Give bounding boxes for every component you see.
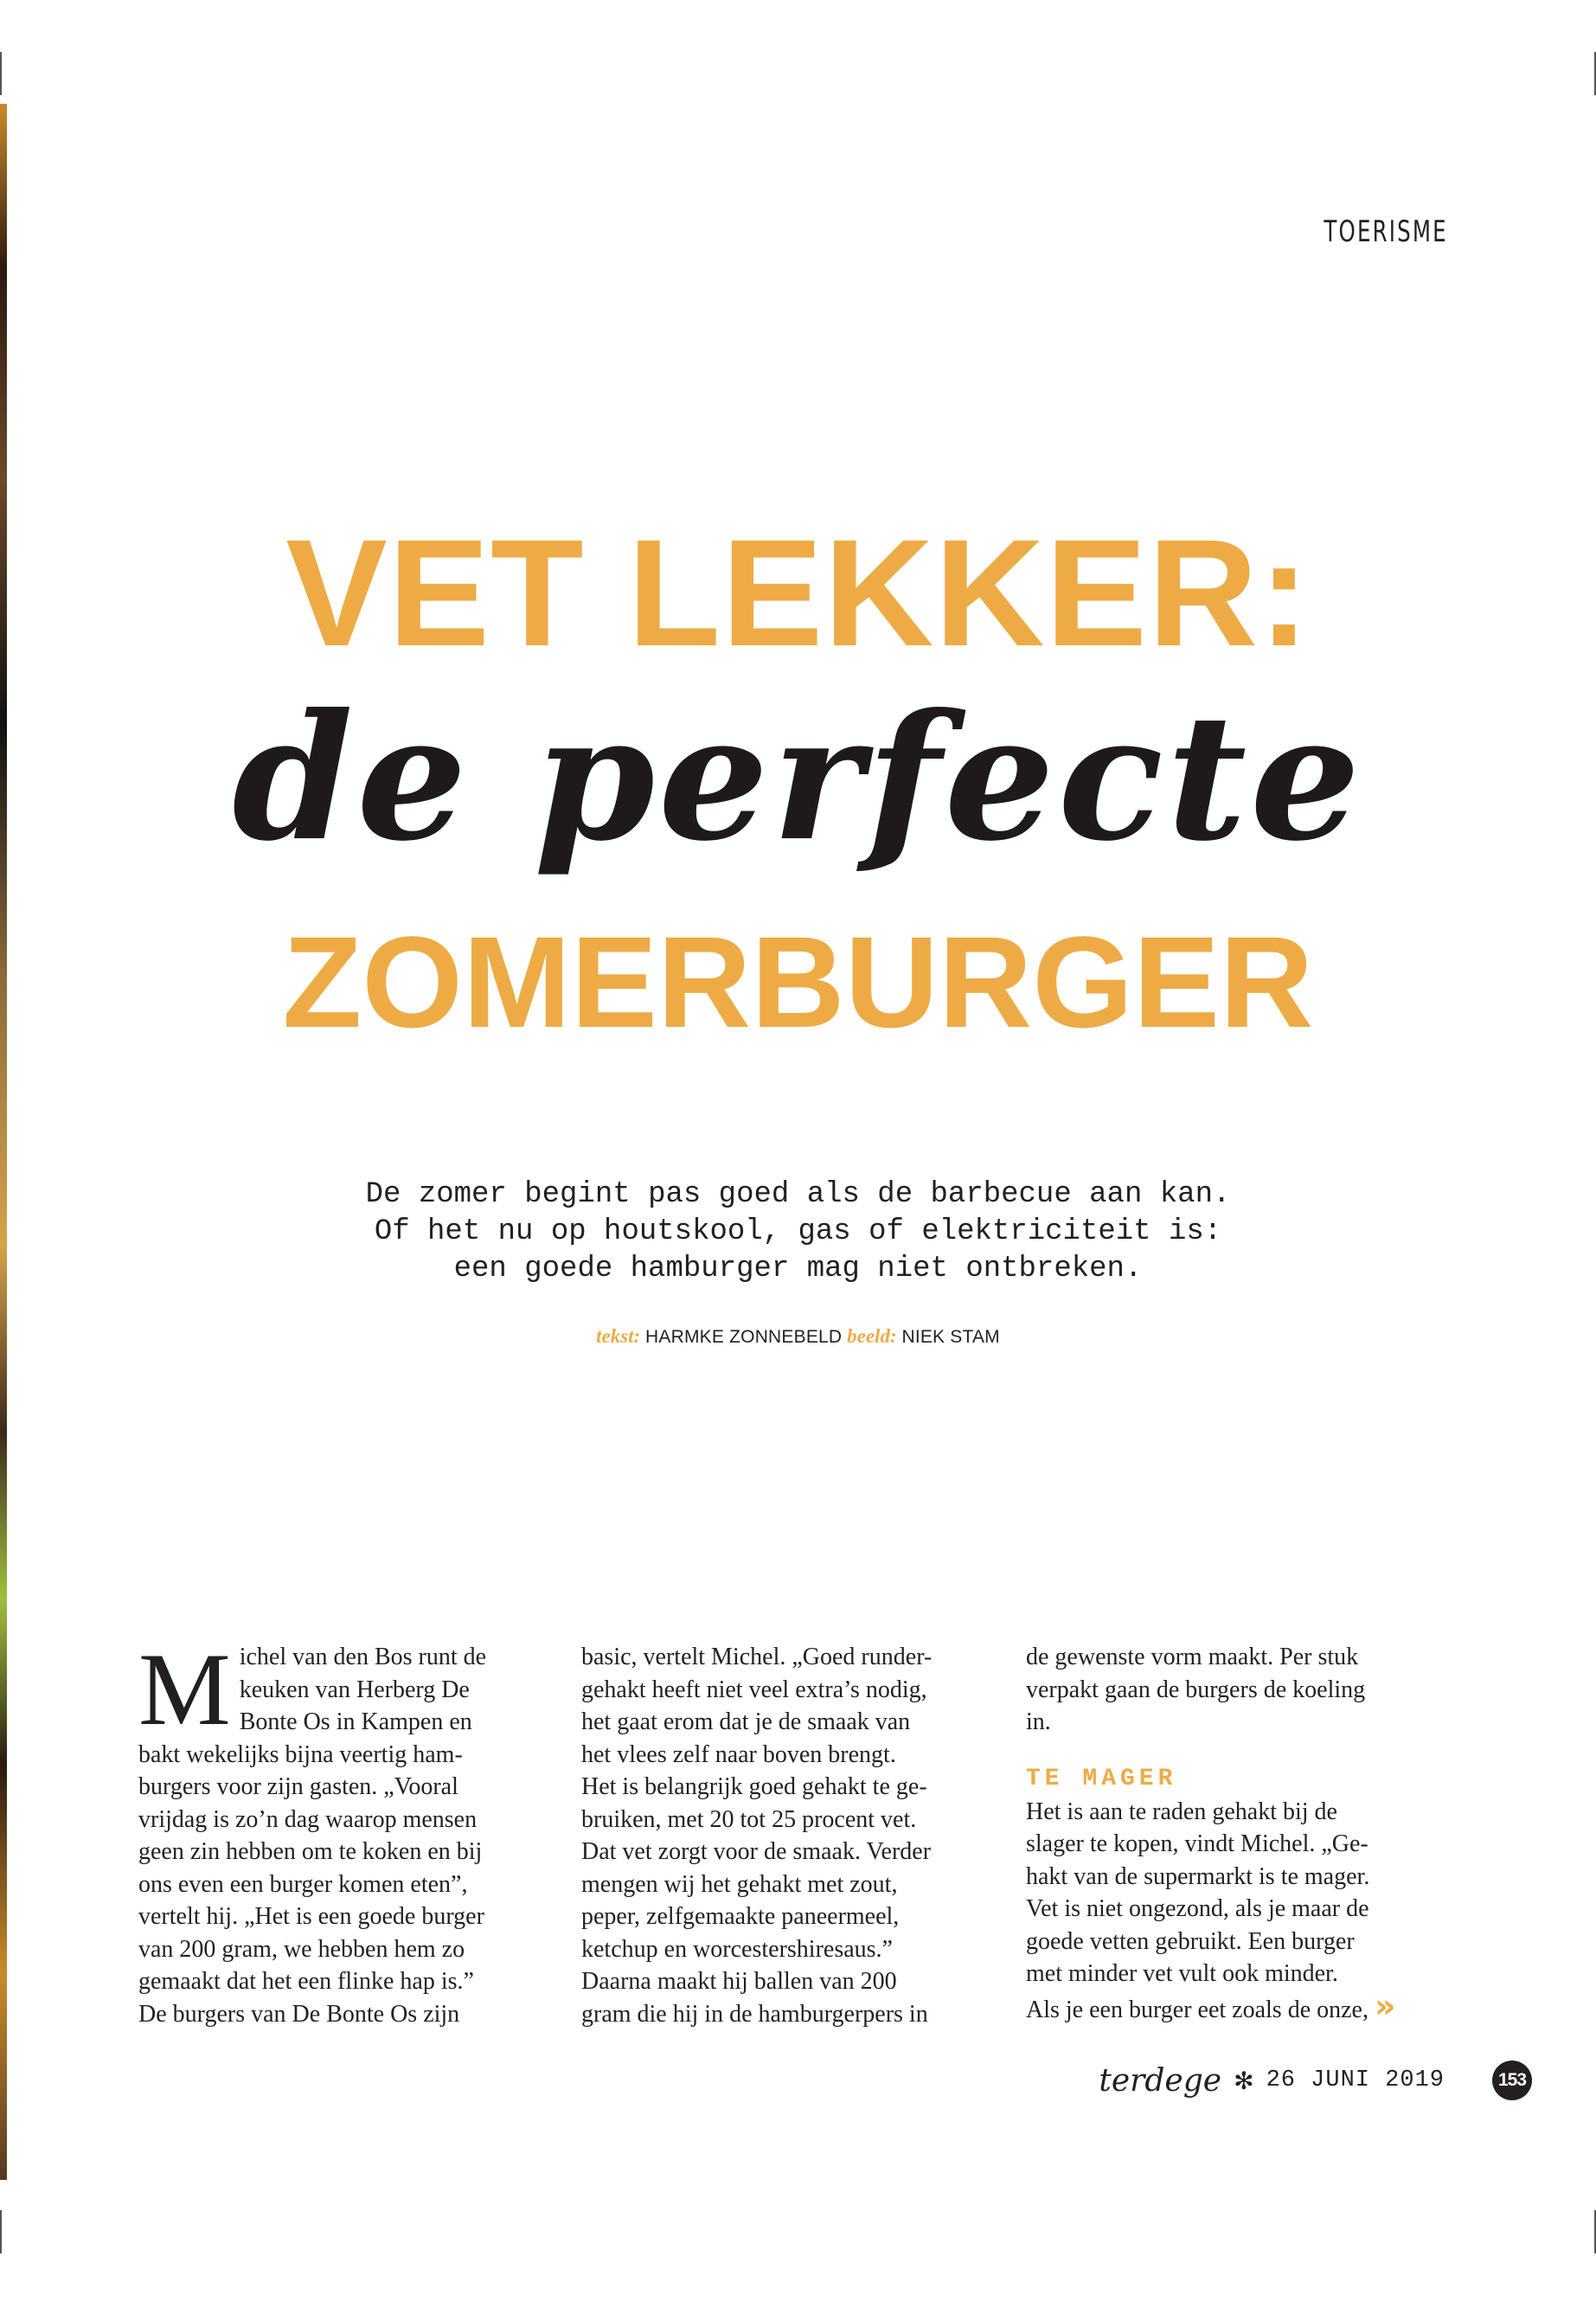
- issue-date: 26 JUNI 2019: [1266, 2067, 1445, 2093]
- subheading: TE MAGER: [1026, 1765, 1177, 1792]
- body-line: goede vetten gebruikt. Een burger: [1026, 1927, 1355, 1955]
- body-line: de gewenste vorm maakt. Per stuk: [1026, 1644, 1359, 1670]
- byline: [0, 1325, 1596, 1348]
- body-line: gehakt heeft niet veel extra’s nodig,: [581, 1676, 927, 1703]
- asterisk-icon: ✻: [1234, 2066, 1254, 2095]
- body-line: keuken van Herberg De: [239, 1676, 470, 1703]
- intro-line: Of het nu op houtskool, gas of elektriciteit is:: [374, 1215, 1222, 1248]
- body-line: Bonte Os in Kampen en: [239, 1708, 472, 1735]
- body-line: Daarna maakt hij ballen van 200: [581, 1968, 897, 1995]
- body-line: burgers voor zijn gasten. „Vooral: [138, 1773, 458, 1800]
- body-line: in.: [1026, 1708, 1051, 1735]
- body-line: gemaakt dat het een flinke hap is.”: [138, 1968, 474, 1995]
- body-line: Dat vet zorgt voor de smaak. Verder: [581, 1838, 932, 1865]
- photo-credit-label: beeld:: [847, 1325, 897, 1347]
- body-line: ichel van den Bos runt de: [239, 1644, 487, 1670]
- body-line: Het is belangrijk goed gehakt te ge-: [581, 1773, 927, 1800]
- body-paragraph: [1026, 1796, 1433, 2027]
- body-column-1: [138, 1631, 545, 2030]
- crop-mark-bottom-left: [0, 2210, 2, 2253]
- body-column-3: [1026, 1641, 1433, 2026]
- photo-credit-name: NIEK STAM: [901, 1327, 1000, 1347]
- body-line: bakt wekelijks bijna veertig ham-: [138, 1740, 463, 1768]
- body-line: slager te kopen, vindt Michel. „Ge-: [1026, 1830, 1368, 1857]
- body-line: ketchup en worcestershiresaus.”: [581, 1935, 893, 1963]
- body-line: verpakt gaan de burgers de koeling: [1026, 1676, 1366, 1703]
- body-line: De burgers van De Bonte Os zijn: [138, 2000, 460, 2028]
- body-line: Het is aan te raden gehakt bij de: [1026, 1798, 1337, 1825]
- body-line: geen zin hebben om te koken en bij: [138, 1838, 483, 1865]
- body-line: peper, zelfgemaakte paneermeel,: [581, 1903, 900, 1930]
- body-paragraph: [581, 1641, 988, 2030]
- intro-text: [260, 1176, 1336, 1288]
- body-line: het vlees zelf naar boven brengt.: [581, 1740, 896, 1768]
- drop-cap: M: [138, 1631, 231, 1747]
- magazine-name: terdege: [1099, 2062, 1222, 2099]
- body-line: het gaat erom dat je de smaak van: [581, 1708, 911, 1735]
- body-line: vertelt hij. „Het is een goede burger: [138, 1903, 484, 1930]
- headline-script: de perfecte: [232, 676, 1364, 880]
- page-edge-photo-strip: [0, 104, 7, 2180]
- text-credit-label: tekst:: [596, 1325, 641, 1347]
- body-line: vrijdag is zo’n dag waarop mensen: [138, 1805, 478, 1833]
- body-line: ons even een burger komen eten”,: [138, 1870, 468, 1898]
- body-line: hakt van de supermarkt is te mager.: [1026, 1862, 1370, 1890]
- body-line: bruiken, met 20 tot 25 procent vet.: [581, 1805, 917, 1833]
- headline-line-3: ZOMERBURGER: [282, 909, 1314, 1054]
- body-line: van 200 gram, we hebben hem zo: [138, 1935, 465, 1963]
- page-number: 153: [1492, 2061, 1532, 2100]
- crop-mark-top-left: [0, 52, 2, 95]
- section-label: TOERISME: [1324, 215, 1448, 249]
- body-line: basic, vertelt Michel. „Goed runder-: [581, 1644, 933, 1670]
- body-line: Vet is niet ongezond, als je maar de: [1026, 1895, 1369, 1922]
- headline-line-1: VET LEKKER:: [285, 509, 1311, 678]
- continue-arrow-icon: »: [1374, 1986, 1396, 2025]
- text-credit-name: HARMKE ZONNEBELD: [645, 1327, 843, 1347]
- body-line: mengen wij het gehakt met zout,: [581, 1870, 898, 1898]
- body-paragraph: [1026, 1641, 1433, 1739]
- body-line: met minder vet vult ook minder.: [1026, 1960, 1338, 1987]
- intro-line: een goede hamburger mag niet ontbreken.: [453, 1253, 1143, 1285]
- page-footer: [1038, 2059, 1445, 2102]
- body-line: gram die hij in de hamburgerpers in: [581, 2000, 928, 2028]
- intro-line: De zomer begint pas goed als de barbecue aan kan.: [365, 1178, 1231, 1211]
- body-line: Als je een burger eet zoals de onze,: [1026, 1996, 1368, 2023]
- body-column-2: [581, 1641, 988, 2030]
